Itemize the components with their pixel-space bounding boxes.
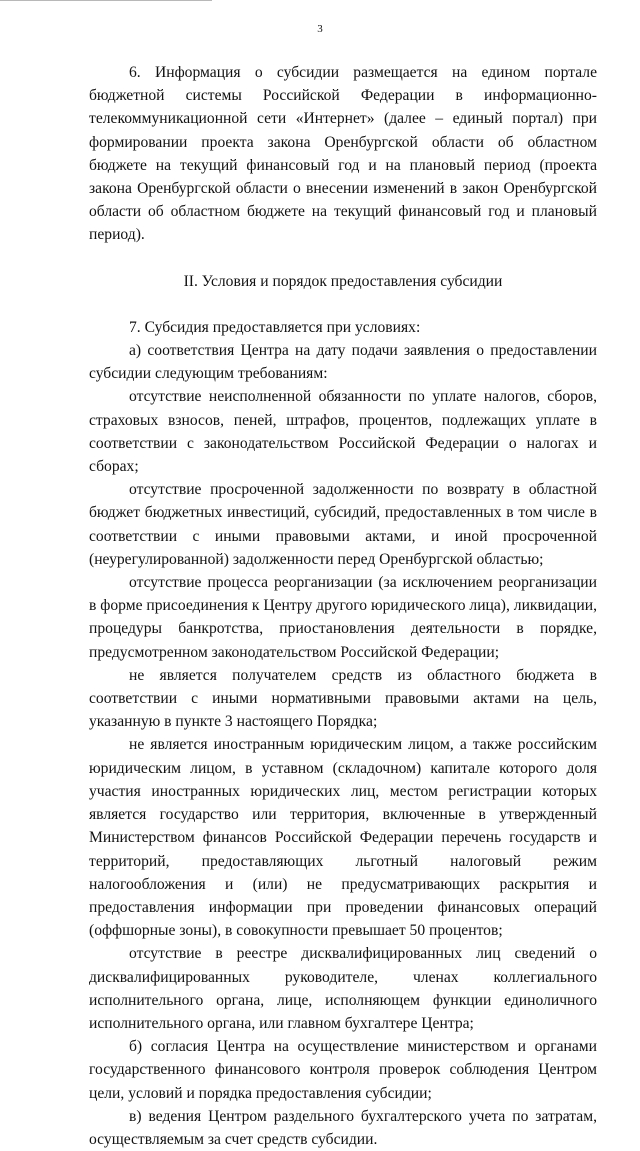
page-number: 3	[317, 23, 323, 35]
requirement-not-foreign: не является иностранным юридическим лицом, а также российским юридическим лицом, в уставном (складочном) капитале которого доля участия иностранных юридических лиц, местом регистрации которых является государство или территория, включенные в утвержденный Министерством финансов Российской Федерации перечень государств и территорий, предоставляющих льготный налоговый режим налогообложения и (или) не предусматривающих раскрытия и предоставления информации при проведении финансовых операций (оффшорные зоны), в совокупности превышает 50 процентов;	[89, 736, 597, 940]
condition-a: а) соответствия Центра на дату подачи заявления о предоставлении субсидии следующим требованиям:	[89, 342, 597, 383]
paragraph-6: 6. Информация о субсидии размещается на едином портале бюджетной системы Российской Федерации в информационно-телекоммуникационной сети «Интернет» (далее – единый портал) при формировании проекта закона Оренбургской области об областном бюджете на текущий финансовый год и на плановый период (проекта закона Оренбургской области о внесении изменений в закон Оренбургской области об областном бюджете на текущий финансовый год и плановый период).	[89, 64, 597, 244]
requirement-disqualified: отсутствие в реестре дисквалифицированных лиц сведений о дисквалифицированных руководителе, членах коллегиального исполнительного органа, лице, исполняющем функции единоличного исполнительного органа, или главном бухгалтере Центра;	[89, 945, 597, 1032]
paragraph-7: 7. Субсидия предоставляется при условиях:	[129, 318, 421, 336]
requirement-debt: отсутствие просроченной задолженности по возврату в областной бюджет бюджетных инвестиций, субсидий, предоставленных в том числе в соответствии с иными правовыми актами, и иной просроченной (неурегулированной) задолженности перед Оренбургской областью;	[89, 481, 597, 568]
condition-b: б) согласия Центра на осуществление министерством и органами государственного финансового контроля проверок соблюдения Центром цели, условий и порядка предоставления субсидии;	[89, 1038, 597, 1102]
requirement-reorganization: отсутствие процесса реорганизации (за исключением реорганизации в форме присоединения к Центру другого юридического лица), ликвидации, процедуры банкротства, приостановления деятельности в порядке, предусмотренном законодательством Российской Федерации;	[89, 574, 597, 661]
condition-c: в) ведения Центром раздельного бухгалтерского учета по затратам, осуществляемым за счет средств субсидии.	[89, 1107, 597, 1148]
section-heading: II. Условия и порядок предоставления субсидии	[183, 272, 503, 290]
document-body	[89, 61, 597, 1151]
requirement-not-recipient: не является получателем средств из областного бюджета в соответствии с иными нормативными правовыми актами на цель, указанную в пункте 3 настоящего Порядка;	[89, 666, 597, 731]
scan-edge-line	[0, 0, 212, 1]
requirement-taxes: отсутствие неисполненной обязанности по уплате налогов, сборов, страховых взносов, пеней, штрафов, процентов, подлежащих уплате в соответствии с законодательством Российской Федерации о налогах и сборах;	[89, 388, 597, 476]
